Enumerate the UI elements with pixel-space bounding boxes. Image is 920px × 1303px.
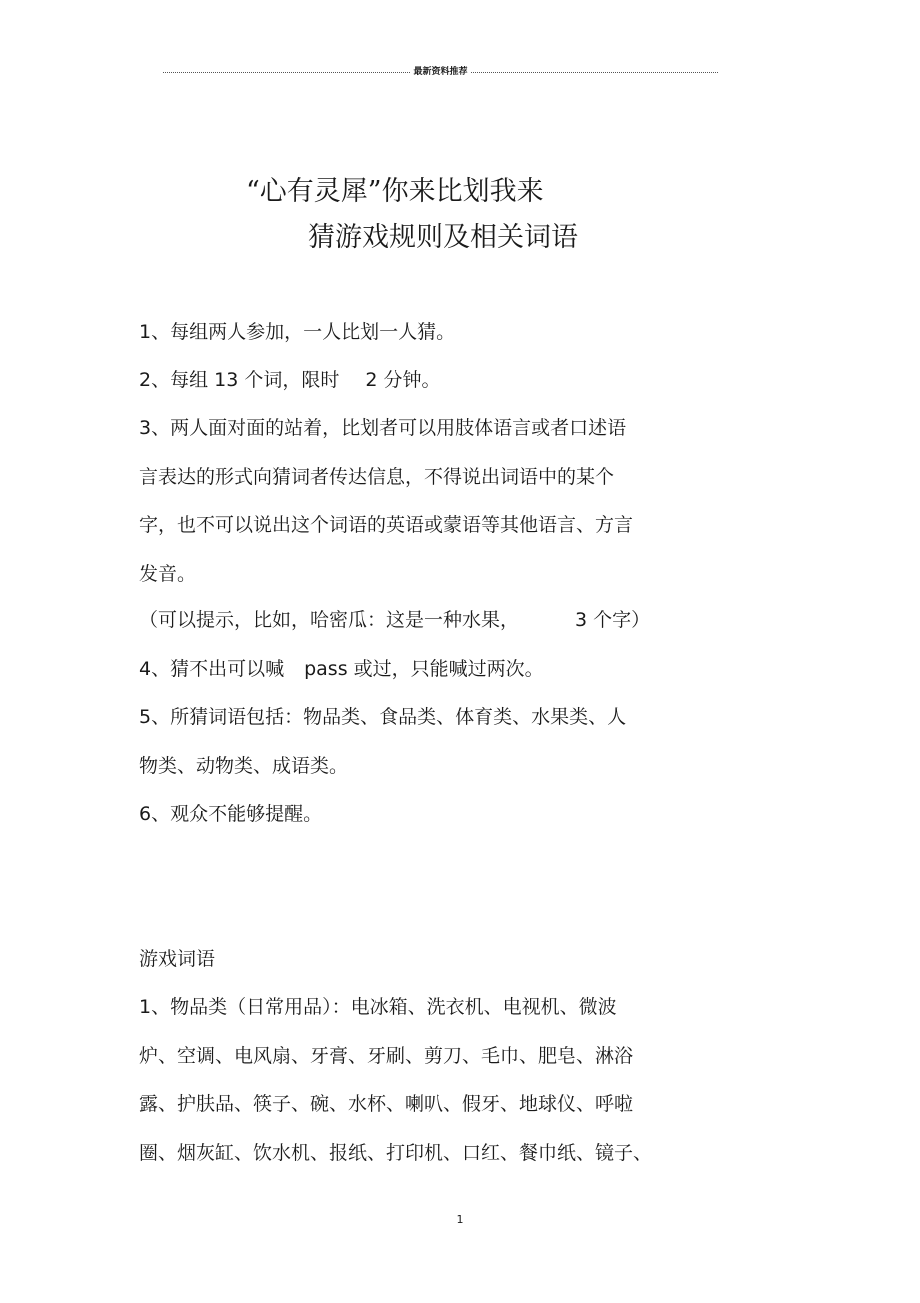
rule-3-line-4: 发音。 — [139, 562, 197, 585]
rule-3-line-3: 字，也不可以说出这个词语的英语或蒙语等其他语言、方言 — [139, 514, 634, 536]
rule-5-line-2: 物类、动物类、成语类。 — [139, 754, 349, 777]
words-line-1: 1、物品类（日常用品）：电冰箱、洗衣机、电视机、微波 — [139, 996, 617, 1018]
rule-5 — [139, 693, 719, 790]
words-heading: 游戏词语 — [139, 948, 216, 970]
rule-2 — [139, 356, 719, 405]
rule-6: 6、观众不能够提醒。 — [139, 803, 323, 825]
hint-part-b: 3 个字） — [575, 609, 651, 631]
words-line-3: 露、护肤品、筷子、碗、水杯、喇叭、假牙、地球仪、呼啦 — [139, 1093, 634, 1115]
page-header — [163, 64, 718, 80]
rule-4 — [139, 645, 719, 694]
rule-2-part-b: 2 分钟。 — [365, 369, 441, 391]
rule-3-line-2: 言表达的形式向猜词者传达信息，不得说出词语中的某个 — [139, 465, 615, 488]
rule-1: 1、每组两人参加，一人比划一人猜。 — [139, 321, 456, 343]
header-label: 最新资料推荐 — [410, 64, 470, 80]
rule-4-part-b: pass 或过，只能喊过两次。 — [304, 658, 544, 680]
words-line-2: 炉、空调、电风扇、牙膏、牙刷、剪刀、毛巾、肥皂、淋浴 — [139, 1044, 634, 1067]
rule-4-part-a: 4、猜不出可以喊 — [139, 658, 285, 680]
rule-2-part-a: 2、每组 13 个词，限时 — [139, 369, 340, 391]
hint-part-a: （可以提示，比如，哈密瓜：这是一种水果， — [139, 609, 520, 631]
words-list — [139, 983, 719, 1177]
title-line-1: “心有灵犀”你来比划我来 — [246, 176, 544, 207]
rule-3 — [139, 404, 719, 598]
title-line-2: 猜游戏规则及相关词语 — [308, 222, 578, 253]
rule-5-line-1: 5、所猜词语包括：物品类、食品类、体育类、水果类、人 — [139, 706, 627, 728]
page-number: 1 — [456, 1213, 464, 1226]
rule-3-line-1: 3、两人面对面的站着，比划者可以用肢体语言或者口述语 — [139, 417, 627, 439]
rule-3-hint — [139, 596, 719, 645]
words-line-4: 圈、烟灰缸、饮水机、报纸、打印机、口红、餐巾纸、镜子、 — [139, 1141, 653, 1164]
